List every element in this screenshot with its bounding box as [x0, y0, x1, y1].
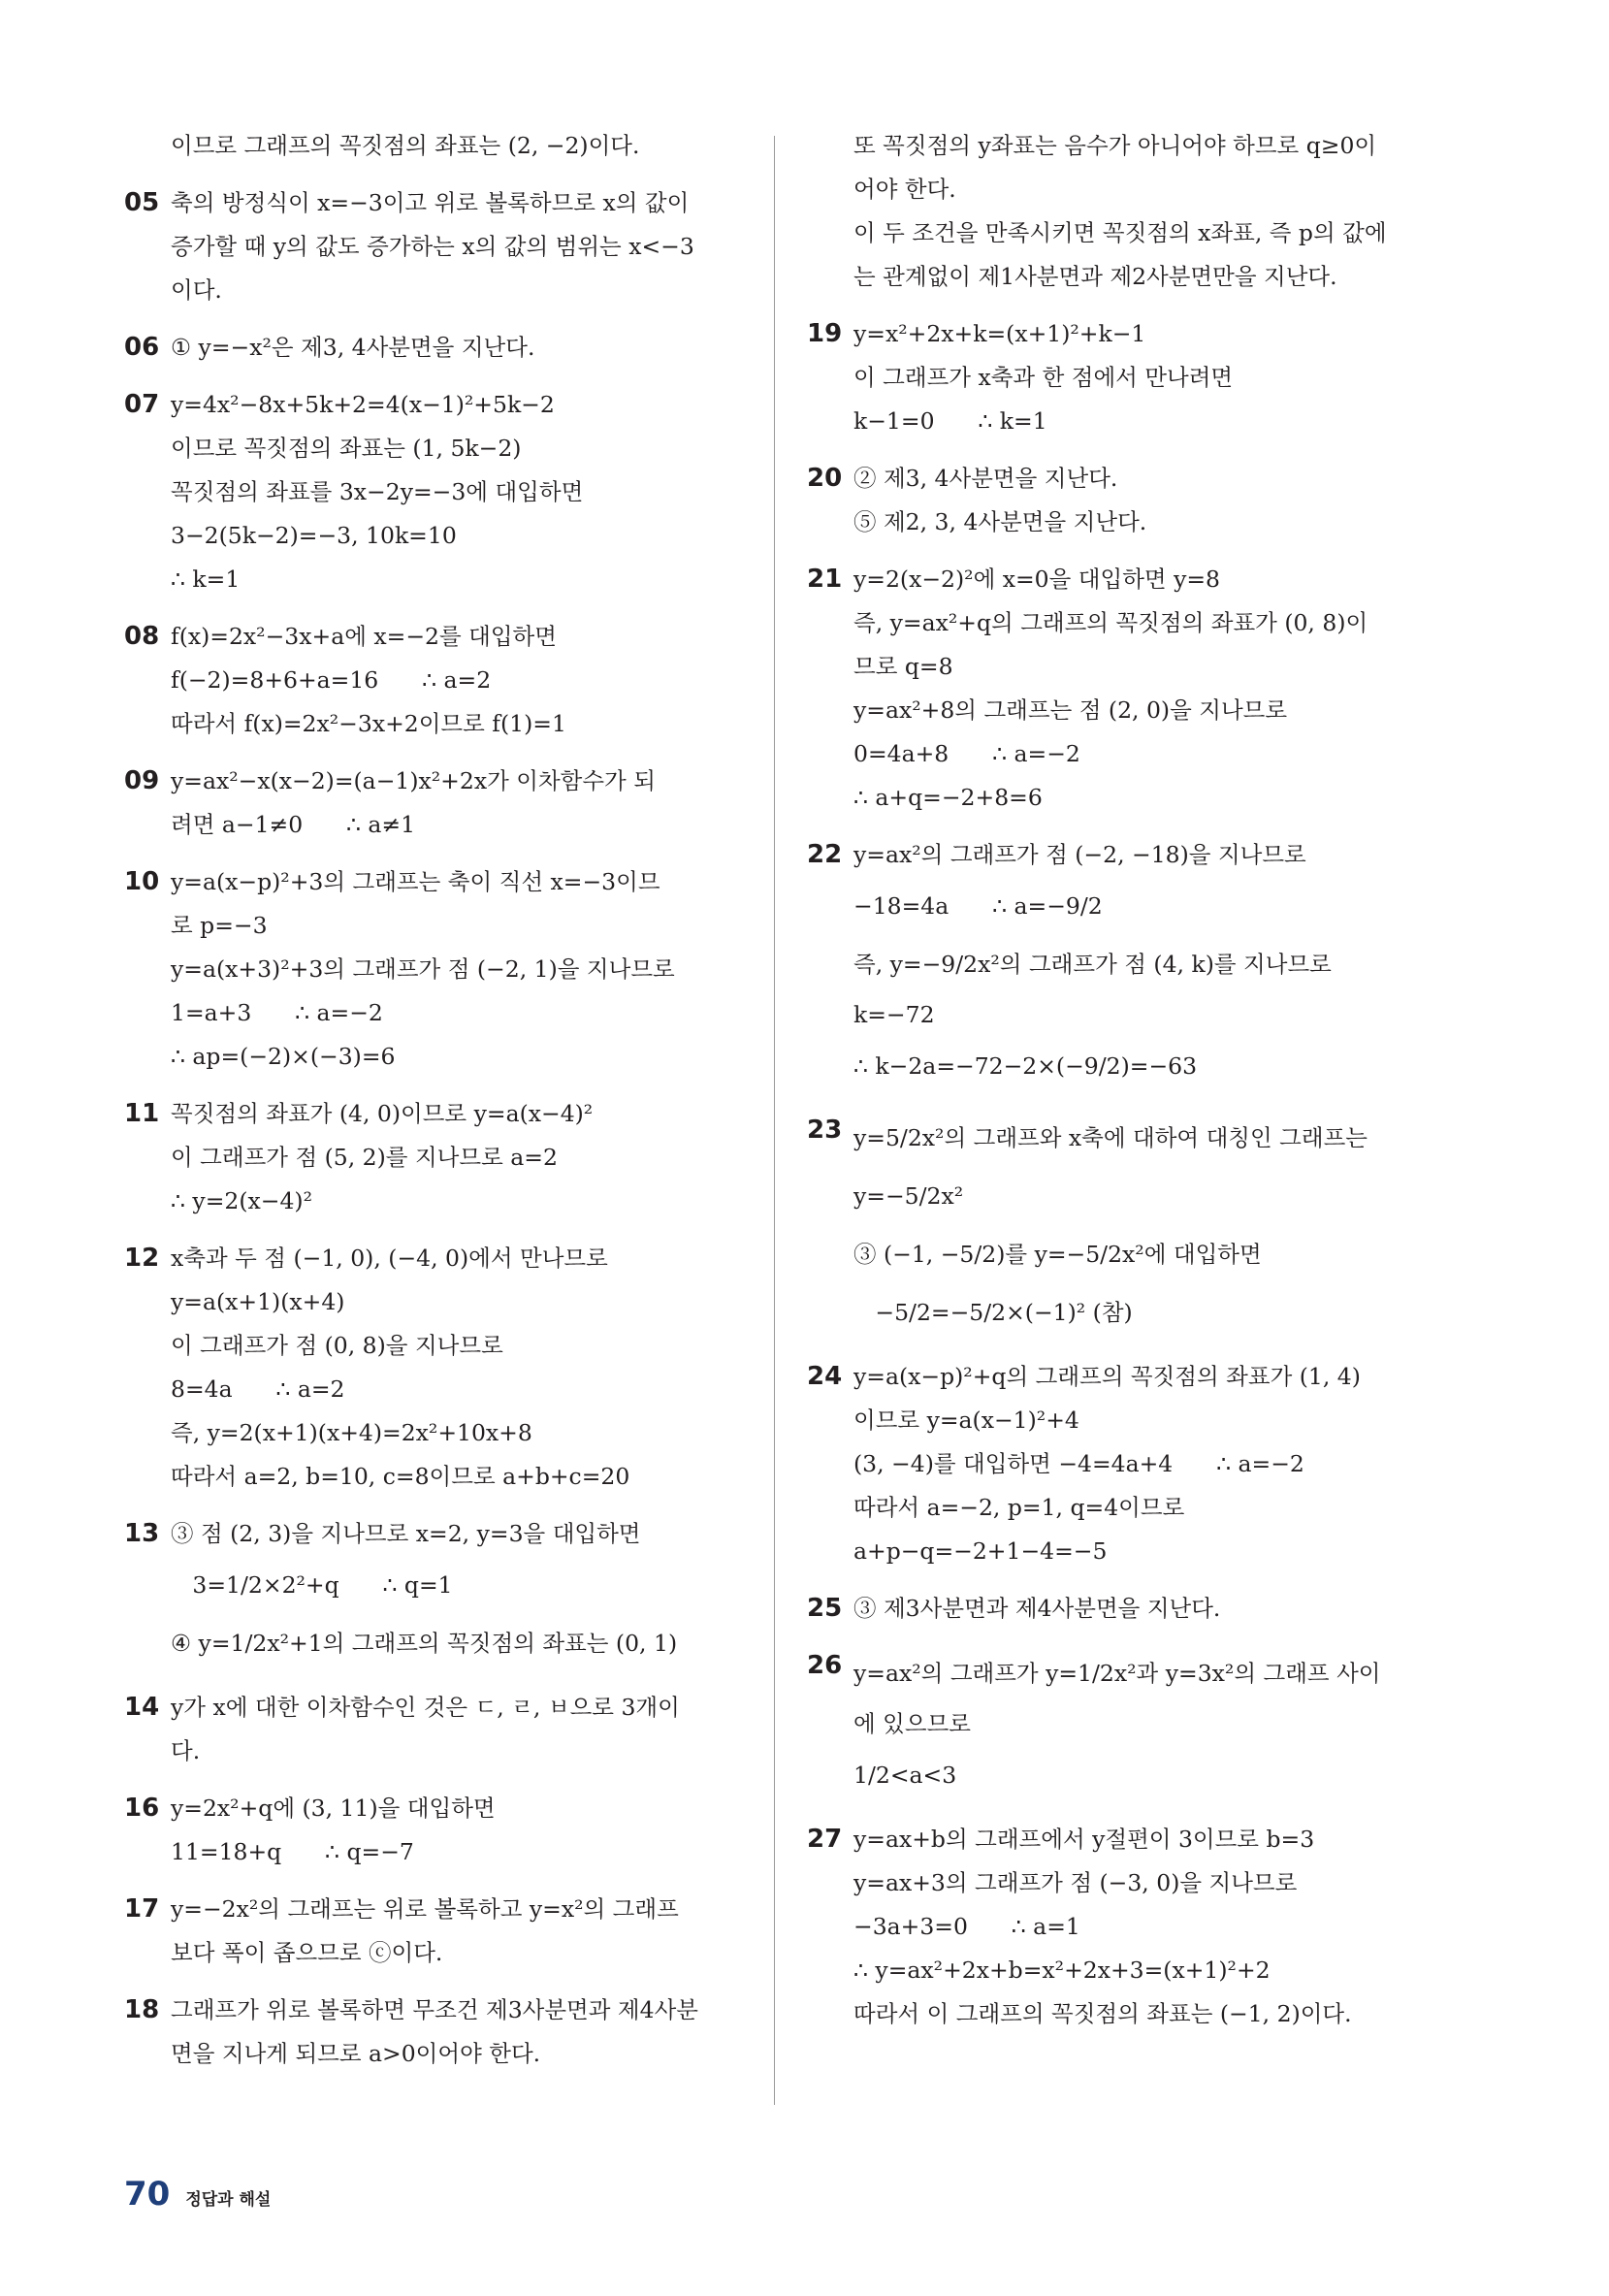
problem-number: 21: [807, 565, 843, 594]
solution-line: ① y=−x²은 제3, 4사분면을 지난다.: [171, 334, 535, 361]
problem-number: 22: [807, 840, 843, 869]
solution-line: y=ax+3의 그래프가 점 (−3, 0)을 지나므로: [853, 1869, 1298, 1896]
solution-09: [124, 760, 745, 847]
solution-07: [124, 383, 745, 601]
solution-19: [807, 312, 1428, 443]
solution-line: 즉, y=−9/2x²의 그래프가 점 (4, k)를 지나므로: [853, 951, 1332, 978]
solution-line: y=x²+2x+k=(x+1)²+k−1: [853, 320, 1146, 347]
solution-line: 려면 a−1≠0 ∴ a≠1: [171, 811, 416, 838]
solution-18: [124, 1989, 745, 2076]
solution-05: [124, 181, 745, 312]
solution-continuation: [124, 124, 745, 168]
solution-line: ∴ ap=(−2)×(−3)=6: [171, 1043, 396, 1070]
solution-line: ∴ y=ax²+2x+b=x²+2x+3=(x+1)²+2: [853, 1956, 1271, 1984]
solution-line: f(−2)=8+6+a=16 ∴ a=2: [171, 666, 492, 694]
solution-line: ∴ k−2a=−72−2×(−9/2)=−63: [853, 1052, 1198, 1080]
solution-line: 따라서 f(x)=2x²−3x+2이므로 f(1)=1: [171, 710, 566, 737]
solution-line: 이다.: [171, 276, 222, 304]
solution-line: x축과 두 점 (−1, 0), (−4, 0)에서 만나므로: [171, 1245, 608, 1272]
solution-line: 면을 지나게 되므로 a>0이어야 한다.: [171, 2040, 541, 2067]
solution-line: 3−2(5k−2)=−3, 10k=10: [171, 522, 457, 549]
problem-number: 05: [124, 188, 160, 217]
solution-line: y=−5/2x²: [853, 1182, 964, 1210]
solution-line: 3=1/2×2²+q ∴ q=1: [171, 1571, 453, 1599]
solution-11: [124, 1092, 745, 1223]
solution-line: ③ (−1, −5/2)를 y=−5/2x²에 대입하면: [853, 1241, 1262, 1268]
solution-line: 즉, y=ax²+q의 그래프의 꼭짓점의 좌표가 (0, 8)이: [853, 609, 1368, 636]
solution-10: [124, 860, 745, 1079]
solution-line: k−1=0 ∴ k=1: [853, 407, 1047, 435]
solution-line: y=a(x+3)²+3의 그래프가 점 (−2, 1)을 지나므로: [171, 955, 675, 983]
solution-24: [807, 1355, 1428, 1573]
solution-line: ③ 점 (2, 3)을 지나므로 x=2, y=3을 대입하면: [171, 1520, 641, 1547]
solution-25: [807, 1587, 1428, 1631]
solution-line: 또 꼭짓점의 y좌표는 음수가 아니어야 하므로 q≥0이: [853, 132, 1377, 159]
solution-line: y=2x²+q에 (3, 11)을 대입하면: [171, 1795, 496, 1822]
solution-12: [124, 1237, 745, 1499]
solution-line: −3a+3=0 ∴ a=1: [853, 1913, 1080, 1940]
solution-line: 므로 q=8: [853, 653, 953, 680]
solution-line: 축의 방정식이 x=−3이고 위로 볼록하므로 x의 값이: [171, 189, 690, 216]
problem-number: 12: [124, 1244, 160, 1273]
problem-number: 07: [124, 390, 160, 419]
solution-line: y=ax²+8의 그래프는 점 (2, 0)을 지나므로: [853, 696, 1288, 724]
solution-line: 이 그래프가 x축과 한 점에서 만나려면: [853, 364, 1234, 391]
solution-13: [124, 1512, 745, 1672]
solution-line: 이 두 조건을 만족시키면 꼭짓점의 x좌표, 즉 p의 값에: [853, 219, 1387, 246]
solution-line: 1/2<a<3: [853, 1762, 957, 1789]
solution-line: 보다 폭이 좁으므로 ⓒ이다.: [171, 1939, 443, 1966]
solution-line: y=ax+b의 그래프에서 y절편이 3이므로 b=3: [853, 1826, 1315, 1853]
problem-number: 23: [807, 1116, 843, 1145]
problem-number: 24: [807, 1362, 843, 1391]
column-divider: [774, 136, 775, 2105]
solution-line: 에 있으므로: [853, 1710, 971, 1737]
solution-21: [807, 558, 1428, 820]
page-number: 70: [124, 2175, 171, 2214]
solution-line: y=ax²의 그래프가 y=1/2x²과 y=3x²의 그래프 사이: [853, 1660, 1381, 1687]
solution-line: 즉, y=2(x+1)(x+4)=2x²+10x+8: [171, 1419, 532, 1446]
solution-line: −5/2=−5/2×(−1)² (참): [853, 1299, 1133, 1326]
solution-line: y=a(x−p)²+q의 그래프의 꼭짓점의 좌표가 (1, 4): [853, 1363, 1361, 1390]
solution-line: 꼭짓점의 좌표가 (4, 0)이므로 y=a(x−4)²: [171, 1100, 594, 1127]
solution-line: 로 p=−3: [171, 912, 268, 939]
solution-line: ④ y=1/2x²+1의 그래프의 꼭짓점의 좌표는 (0, 1): [171, 1630, 678, 1657]
solution-continuation: [807, 124, 1428, 299]
solution-line: y=a(x+1)(x+4): [171, 1288, 345, 1315]
problem-number: 14: [124, 1693, 160, 1722]
problem-number: 08: [124, 622, 160, 651]
solution-line: a+p−q=−2+1−4=−5: [853, 1537, 1108, 1565]
solution-line: 이므로 y=a(x−1)²+4: [853, 1407, 1079, 1434]
problem-number: 19: [807, 319, 843, 348]
problem-number: 27: [807, 1825, 843, 1854]
solution-line: y=a(x−p)²+3의 그래프는 축이 직선 x=−3이므: [171, 868, 660, 895]
solution-line: 따라서 a=2, b=10, c=8이므로 a+b+c=20: [171, 1463, 630, 1490]
solution-22: [807, 833, 1428, 1095]
solution-line: y=5/2x²의 그래프와 x축에 대하여 대칭인 그래프는: [853, 1124, 1368, 1151]
solution-line: 꼭짓점의 좌표를 3x−2y=−3에 대입하면: [171, 478, 584, 505]
solution-line: f(x)=2x²−3x+a에 x=−2를 대입하면: [171, 623, 557, 650]
solution-26: [807, 1644, 1428, 1804]
solution-line: 이 그래프가 점 (0, 8)을 지나므로: [171, 1332, 503, 1359]
solution-08: [124, 615, 745, 746]
solution-line: y=4x²−8x+5k+2=4(x−1)²+5k−2: [171, 391, 555, 418]
problem-number: 17: [124, 1894, 160, 1924]
solution-line: 는 관계없이 제1사분면과 제2사분면만을 지난다.: [853, 263, 1337, 290]
problem-number: 20: [807, 464, 843, 493]
solution-14: [124, 1686, 745, 1773]
solution-23: [807, 1109, 1428, 1342]
problem-number: 06: [124, 333, 160, 362]
solution-line: y=2(x−2)²에 x=0을 대입하면 y=8: [853, 566, 1220, 593]
solution-16: [124, 1787, 745, 1874]
problem-number: 09: [124, 766, 160, 795]
solution-line: 이므로 꼭짓점의 좌표는 (1, 5k−2): [171, 435, 522, 462]
solution-20: [807, 457, 1428, 544]
solution-line: 0=4a+8 ∴ a=−2: [853, 740, 1080, 767]
solution-line: 다.: [171, 1737, 201, 1764]
solution-line: 이므로 그래프의 꼭짓점의 좌표는 (2, −2)이다.: [171, 132, 640, 159]
solution-line: k=−72: [853, 1001, 935, 1028]
solution-line: y=−2x²의 그래프는 위로 볼록하고 y=x²의 그래프: [171, 1895, 679, 1923]
solution-06: [124, 326, 745, 370]
solution-line: 1=a+3 ∴ a=−2: [171, 999, 383, 1026]
problem-number: 10: [124, 867, 160, 896]
solution-line: ∴ k=1: [171, 566, 241, 593]
solution-line: ∴ y=2(x−4)²: [171, 1187, 312, 1214]
left-column: [124, 124, 745, 2089]
solution-line: 어야 한다.: [853, 176, 956, 203]
solution-line: ∴ a+q=−2+8=6: [853, 784, 1043, 811]
solution-17: [124, 1888, 745, 1975]
solution-line: ③ 제3사분면과 제4사분면을 지난다.: [853, 1595, 1221, 1622]
solution-27: [807, 1818, 1428, 2036]
solution-line: 11=18+q ∴ q=−7: [171, 1838, 414, 1865]
problem-number: 25: [807, 1594, 843, 1623]
solution-line: y가 x에 대한 이차함수인 것은 ㄷ, ㄹ, ㅂ으로 3개이: [171, 1694, 680, 1721]
problem-number: 18: [124, 1995, 160, 2024]
problem-number: 11: [124, 1099, 160, 1128]
solution-line: y=ax²−x(x−2)=(a−1)x²+2x가 이차함수가 되: [171, 767, 656, 794]
solution-line: ② 제3, 4사분면을 지난다.: [853, 465, 1118, 492]
solution-line: 그래프가 위로 볼록하면 무조건 제3사분면과 제4사분: [171, 1996, 698, 2023]
footer-label: 정답과 해설: [185, 2190, 272, 2210]
right-column: [807, 124, 1428, 2050]
solution-line: −18=4a ∴ a=−9/2: [853, 892, 1103, 920]
page-footer: [124, 2175, 271, 2214]
solution-line: 따라서 이 그래프의 꼭짓점의 좌표는 (−1, 2)이다.: [853, 2000, 1352, 2027]
solution-line: (3, −4)를 대입하면 −4=4a+4 ∴ a=−2: [853, 1450, 1304, 1477]
solution-line: 이 그래프가 점 (5, 2)를 지나므로 a=2: [171, 1144, 558, 1171]
problem-number: 26: [807, 1651, 843, 1680]
solution-line: y=ax²의 그래프가 점 (−2, −18)을 지나므로: [853, 841, 1306, 868]
solution-line: ⑤ 제2, 3, 4사분면을 지난다.: [853, 508, 1147, 535]
solution-line: 증가할 때 y의 값도 증가하는 x의 값의 범위는 x<−3: [171, 233, 694, 260]
solution-line: 따라서 a=−2, p=1, q=4이므로: [853, 1494, 1185, 1521]
problem-number: 13: [124, 1519, 160, 1548]
problem-number: 16: [124, 1794, 160, 1823]
solution-line: 8=4a ∴ a=2: [171, 1375, 345, 1403]
